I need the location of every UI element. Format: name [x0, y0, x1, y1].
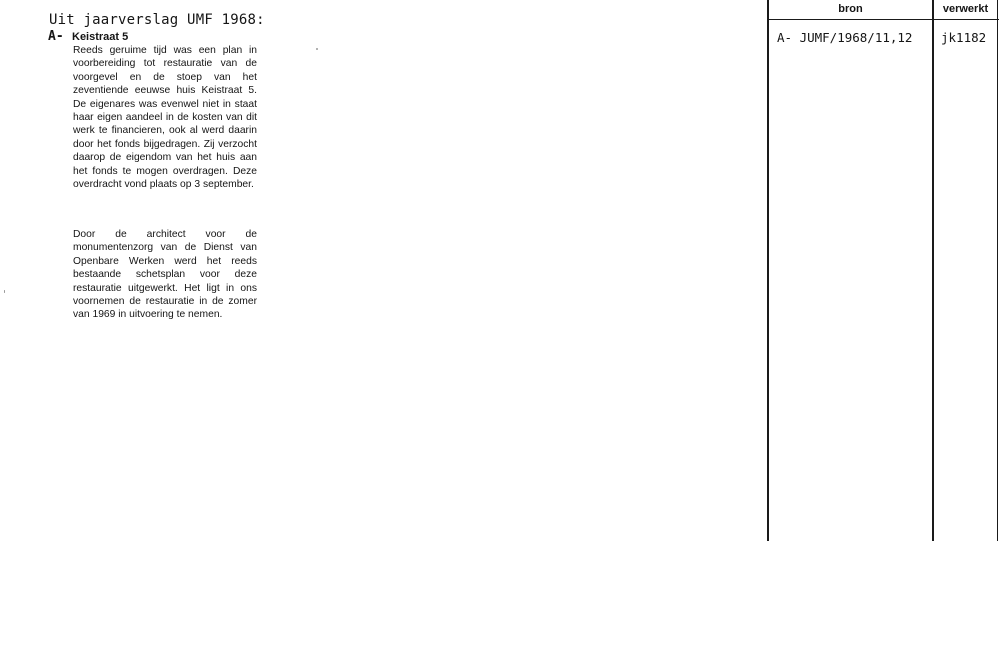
scan-speck [4, 290, 5, 293]
document-heading: Uit jaarverslag UMF 1968: [49, 12, 265, 28]
column-header-bron: bron [838, 3, 863, 15]
source-reference: A- JUMF/1968/11,12 [777, 30, 913, 45]
column-header-verwerkt: verwerkt [942, 3, 989, 15]
register-column-divider-middle [932, 0, 934, 541]
entry-paragraph-2: Door de architect voor de monumentenzorg van de Dienst van Openbare Werken werd het reeds bestaande schetsplan voor deze restauratie uitgewerkt. Het ligt in ons voornemen de restauratie in de zomer van 1969 in uitvoering te nemen. [73, 229, 257, 321]
processed-code: jk1182 [941, 30, 987, 45]
register-header-rule [767, 19, 999, 20]
entry-marker: A- [48, 29, 64, 44]
entry-paragraph-1: Reeds geruime tijd was een plan in voorbereiding tot restauratie van de voorgevel en de stoep van het zeventiende eeuwse huis Keistraat 5. De eigenares was evenwel niet in staat haar eigen aandeel in de kosten van dit werk te financieren, ook al werd daarin door het fonds bijgedragen. Zij verzocht daarop de eigendom van het huis aan het fonds te mogen overdragen. Deze overdracht vond plaats op 3 september. [73, 45, 257, 191]
register-column-divider-right [997, 0, 998, 541]
register-column-divider-left [767, 0, 769, 541]
entry-title: Keistraat 5 [72, 31, 129, 43]
scan-speck [316, 48, 318, 50]
